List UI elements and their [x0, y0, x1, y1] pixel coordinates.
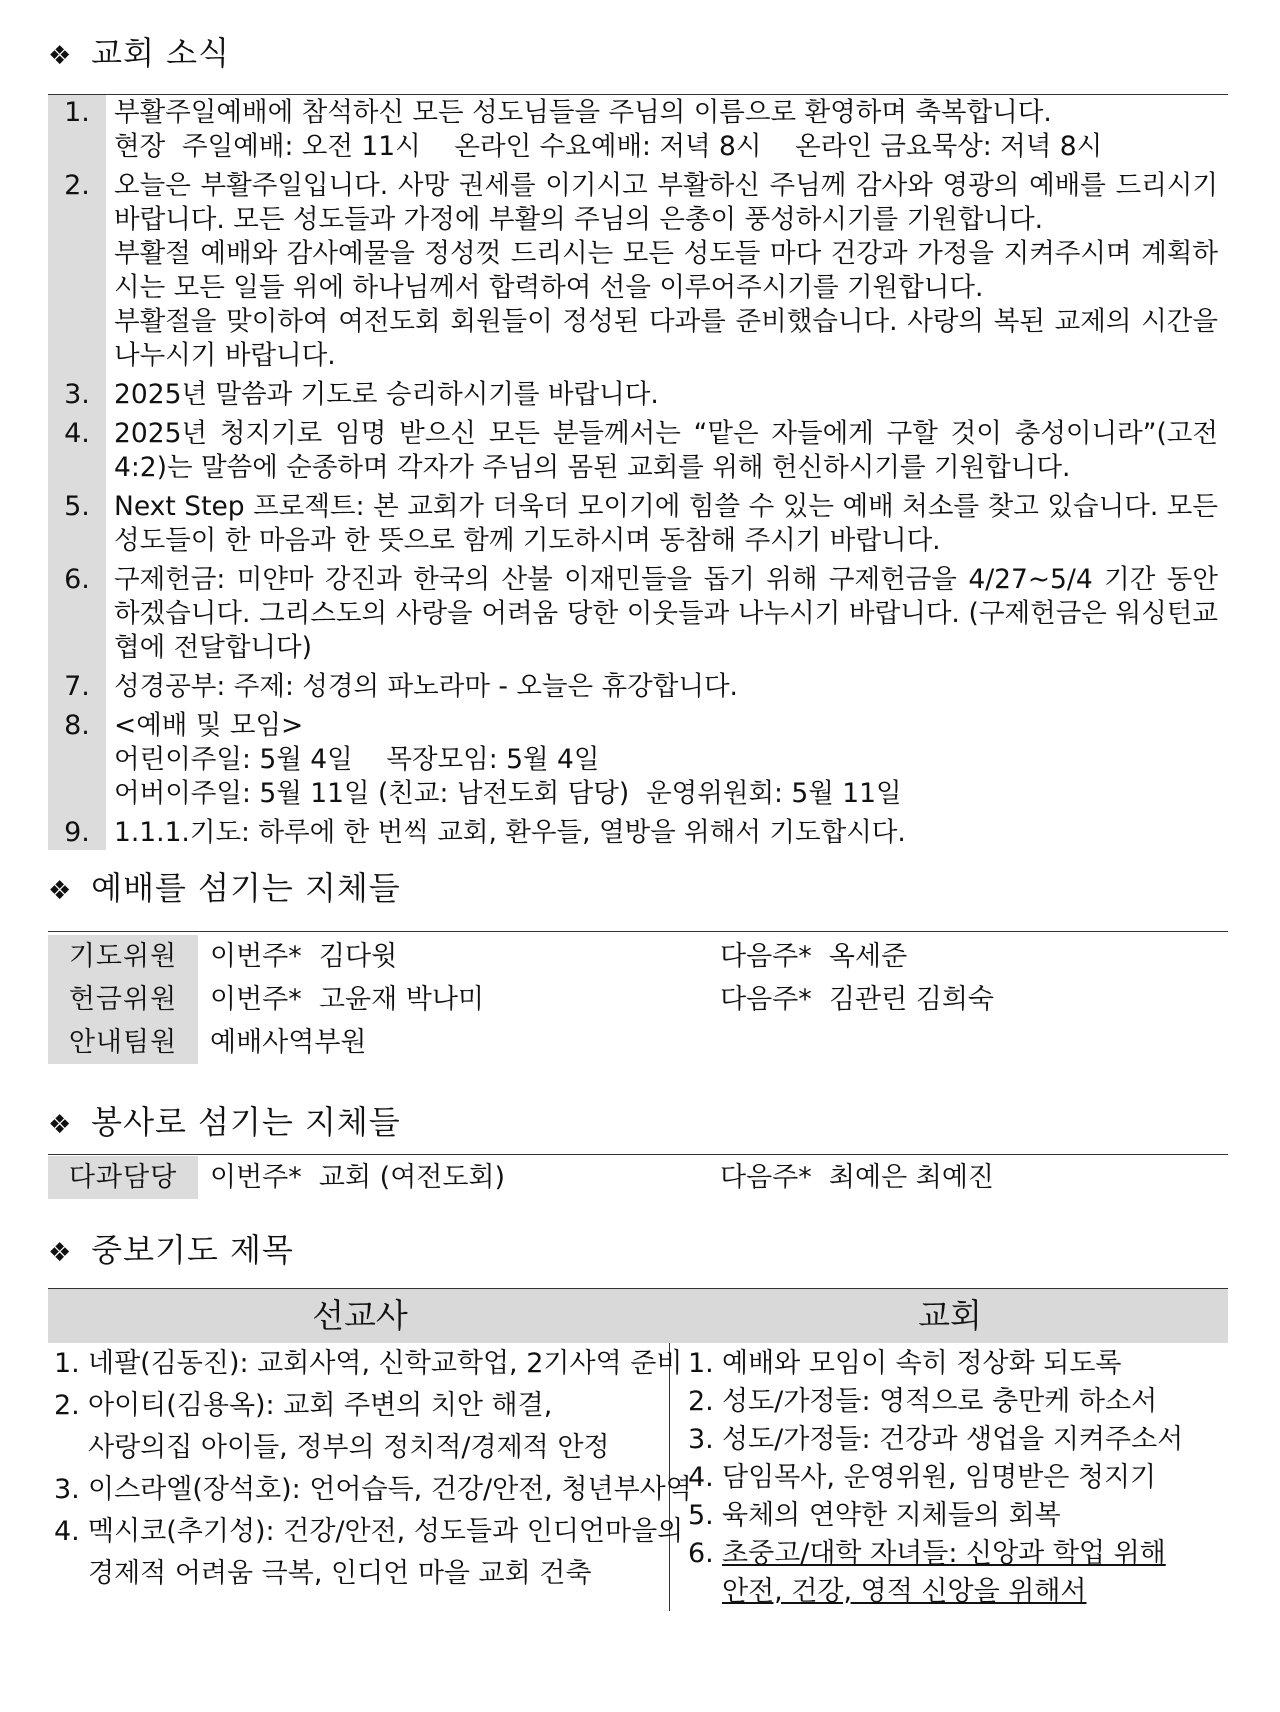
prayer-table-body: [48, 1343, 1228, 1611]
prayer-item-text: [722, 1421, 1228, 1459]
prayer-item: [54, 1429, 659, 1467]
prayer-item-text: [722, 1459, 1228, 1497]
news-item-number: 8.: [64, 710, 90, 741]
news-item-body: [106, 169, 1228, 373]
prayer-item-text: [88, 1387, 659, 1425]
news-item-body: [106, 709, 1228, 811]
this-week-assignees: 예배사역부원: [210, 1027, 367, 1058]
diamond-bullet-icon: ❖: [48, 1110, 73, 1140]
duty-role-label: 다과담당: [48, 1156, 198, 1199]
worship-duty-table: [48, 932, 1228, 1064]
news-item-body: [106, 378, 1228, 412]
diamond-bullet-icon: ❖: [48, 876, 73, 906]
news-item-number: 5.: [64, 491, 90, 522]
prayer-item-text: [722, 1497, 1228, 1535]
prayer-item-line: 경제적 어려움 극복, 인디언 마을 교회 건축: [88, 1558, 592, 1589]
prayer-item-number: [54, 1429, 88, 1467]
diamond-bullet-icon: ❖: [48, 41, 73, 71]
prayer-item-text: [722, 1535, 1228, 1573]
duty-row: [48, 978, 1228, 1021]
news-item: [48, 670, 1228, 704]
news-item-line: <예배 및 모임>: [114, 710, 304, 741]
news-item-paragraph: 2025년 말씀과 기도로 승리하시기를 바랍니다.: [114, 379, 659, 410]
next-week-assignees: 다음주* 옥세준: [720, 941, 908, 972]
prayer-table: [48, 1288, 1228, 1611]
duty-row: [48, 1021, 1228, 1064]
prayer-item: [54, 1555, 659, 1593]
section-title-worship-servants: ❖ 예배를 섬기는 지체들: [48, 864, 1228, 912]
prayer-item-line: 성도/가정들: 영적으로 충만케 하소서: [722, 1386, 1158, 1417]
news-item-paragraph: 2025년 청지기로 임명 받으신 모든 분들께서는 “맡은 자들에게 구할 것이 충성이니라”(고전4:2)는 말씀에 순종하며 각자가 주님의 몸된 교회를 위해 헌신하시기를 기원합니다.: [114, 418, 1218, 483]
prayer-item-line: 멕시코(추기성): 건강/안전, 성도들과 인디언마을의: [88, 1516, 684, 1547]
news-item: [48, 417, 1228, 485]
next-week-assignees: [720, 1021, 1228, 1064]
prayer-item-text: [722, 1345, 1228, 1383]
bulletin-page: [48, 0, 1228, 1611]
news-item-line: 어린이주일: 5월 4일 목장모임: 5월 4일: [114, 744, 600, 775]
this-week-assignees: 이번주* 고윤재 박나미: [210, 984, 484, 1015]
prayer-item-number: 3.: [54, 1474, 80, 1505]
news-item-number: 4.: [64, 418, 90, 449]
diamond-bullet-icon: ❖: [48, 1238, 73, 1268]
next-week-assignees: 다음주* 김관린 김희숙: [720, 984, 994, 1015]
prayer-item: [688, 1497, 1228, 1535]
news-item-body: [106, 96, 1228, 164]
this-week-assignees: 이번주* 김다윗: [210, 941, 398, 972]
missionary-header: 선교사: [312, 1296, 408, 1335]
prayer-item-line: 초중고/대학 자녀들: 신앙과 학업 위해: [722, 1538, 1166, 1569]
prayer-item-number: [688, 1573, 722, 1611]
prayer-item-number: 2.: [688, 1386, 714, 1417]
news-item-line: 어버이주일: 5월 11일 (친교: 남전도회 담당) 운영위원회: 5월 11일: [114, 778, 902, 809]
prayer-item-text: [722, 1383, 1228, 1421]
prayer-item-line: 담임목사, 운영위원, 임명받은 청지기: [722, 1462, 1157, 1493]
prayer-item-text: [88, 1345, 682, 1383]
prayer-item-number: 4.: [688, 1462, 714, 1493]
duty-row: [48, 1156, 1228, 1199]
section-title-news: ❖ 교회 소식: [48, 29, 1228, 77]
news-item-body: [106, 490, 1228, 558]
prayer-item-line: 예배와 모임이 속히 정상화 되도록: [722, 1348, 1122, 1379]
prayer-item-number: 1.: [54, 1348, 80, 1379]
prayer-item: [54, 1471, 692, 1509]
news-item-paragraph: 오늘은 부활주일입니다. 사망 권세를 이기시고 부활하신 주님께 감사와 영광의 예배를 드리시기 바랍니다. 모든 성도들과 가정에 부활의 주님의 은총이 풍성하시기를 기원합니다.: [114, 170, 1218, 235]
prayer-item-text: [88, 1471, 692, 1509]
church-header: 교회: [918, 1296, 982, 1335]
news-item-body: [106, 670, 1228, 704]
prayer-item: [688, 1535, 1228, 1573]
news-item: [48, 378, 1228, 412]
prayer-item-number: 2.: [54, 1390, 80, 1421]
prayer-item: [688, 1421, 1228, 1459]
prayer-item-text: [88, 1513, 683, 1551]
news-item-number: 6.: [64, 564, 90, 595]
prayer-item-text: [88, 1555, 659, 1593]
prayer-item-line: 안전, 건강, 영적 신앙을 위해서: [722, 1576, 1087, 1607]
news-item-body: [106, 563, 1228, 665]
news-item-body: [106, 816, 1228, 850]
duty-row: [48, 935, 1228, 978]
news-item-number: 1.: [64, 97, 90, 128]
news-item-paragraph: 부활절 예배와 감사예물을 정성껏 드리시는 모든 성도들 마다 건강과 가정을 지켜주시며 계획하시는 모든 일들 위에 하나님께서 합력하여 선을 이루어주시기를 기원합니다.: [114, 238, 1218, 303]
prayer-item: [688, 1383, 1228, 1421]
duty-role-label: 헌금위원: [48, 978, 198, 1021]
prayer-item: [54, 1345, 683, 1383]
news-item-paragraph: 1.1.1.기도: 하루에 한 번씩 교회, 환우들, 열방을 위해서 기도합시다.: [114, 817, 906, 848]
news-item: [48, 563, 1228, 665]
duty-role-label: 안내팀원: [48, 1021, 198, 1064]
news-item-paragraph: 부활절을 맞이하여 여전도회 회원들이 정성된 다과를 준비했습니다. 사랑의 복된 교제의 시간을 나누시기 바랍니다.: [114, 306, 1218, 371]
prayer-item-line: 사랑의집 아이들, 정부의 정치적/경제적 안정: [88, 1432, 610, 1463]
prayer-item-text: [88, 1429, 659, 1467]
prayer-item: [54, 1513, 684, 1551]
news-item: [48, 709, 1228, 811]
news-item-paragraph: 성경공부: 주제: 성경의 파노라마 - 오늘은 휴강합니다.: [114, 671, 738, 702]
news-item: [48, 169, 1228, 373]
this-week-assignees: 이번주* 교회 (여전도회): [210, 1162, 506, 1193]
prayer-item-number: 1.: [688, 1348, 714, 1379]
prayer-item-line: 성도/가정들: 건강과 생업을 지켜주소서: [722, 1424, 1184, 1455]
news-item-paragraph: Next Step 프로젝트: 본 교회가 더욱더 모이기에 힘쓸 수 있는 예배 처소를 찾고 있습니다. 모든 성도들이 한 마음과 한 뜻으로 함께 기도하시며 동참해 주시기 바랍니다.: [114, 491, 1218, 556]
news-item: [48, 490, 1228, 558]
prayer-item-number: 3.: [688, 1424, 714, 1455]
prayer-item: [54, 1387, 659, 1425]
prayer-item-number: 6.: [688, 1538, 714, 1569]
news-item-number: 3.: [64, 379, 90, 410]
service-duty-table: [48, 1155, 1228, 1199]
prayer-item-text: [722, 1573, 1228, 1611]
news-item-paragraph: 구제헌금: 미얀마 강진과 한국의 산불 이재민들을 돕기 위해 구제헌금을 4/27~5/4 기간 동안 하겠습니다. 그리스도의 사랑을 어려움 당한 이웃들과 나누시기 바랍니다. (구제헌금은 워싱턴교협에 전달합니다): [114, 564, 1218, 663]
prayer-item: [688, 1345, 1228, 1383]
news-list: [48, 95, 1228, 850]
news-item-body: [106, 417, 1228, 485]
news-item: [48, 816, 1228, 850]
prayer-item-line: 아이티(김용옥): 교회 주변의 치안 해결,: [88, 1390, 553, 1421]
duty-role-label: 기도위원: [48, 935, 198, 978]
prayer-item-number: 4.: [54, 1516, 80, 1547]
news-item-line: 부활주일예배에 참석하신 모든 성도님들을 주님의 이름으로 환영하며 축복합니다.: [114, 97, 1052, 128]
prayer-item-number: 5.: [688, 1500, 714, 1531]
news-item-line: 현장 주일예배: 오전 11시 온라인 수요예배: 저녁 8시 온라인 금요묵상: 저녁 8시: [114, 131, 1103, 162]
news-item-number: 7.: [64, 671, 90, 702]
news-item-number: 2.: [64, 170, 90, 201]
prayer-item: [688, 1573, 1228, 1611]
prayer-table-header: [48, 1289, 1228, 1343]
church-prayer-list: [670, 1343, 1228, 1611]
news-item-number: 9.: [64, 817, 90, 848]
prayer-item: [688, 1459, 1228, 1497]
prayer-item-line: 육체의 연약한 지체들의 회복: [722, 1500, 1061, 1531]
section-title-service-servants: ❖ 봉사로 섬기는 지체들: [48, 1098, 1228, 1146]
prayer-item-line: 이스라엘(장석호): 언어습득, 건강/안전, 청년부사역: [88, 1474, 692, 1505]
news-item: [48, 96, 1228, 164]
missionary-prayer-list: [48, 1343, 692, 1611]
section-title-prayer: ❖ 중보기도 제목: [48, 1226, 1228, 1274]
next-week-assignees: 다음주* 최예은 최예진: [720, 1162, 994, 1193]
prayer-item-number: [54, 1555, 88, 1593]
prayer-item-line: 네팔(김동진): 교회사역, 신학교학업, 2기사역 준비: [88, 1348, 683, 1379]
